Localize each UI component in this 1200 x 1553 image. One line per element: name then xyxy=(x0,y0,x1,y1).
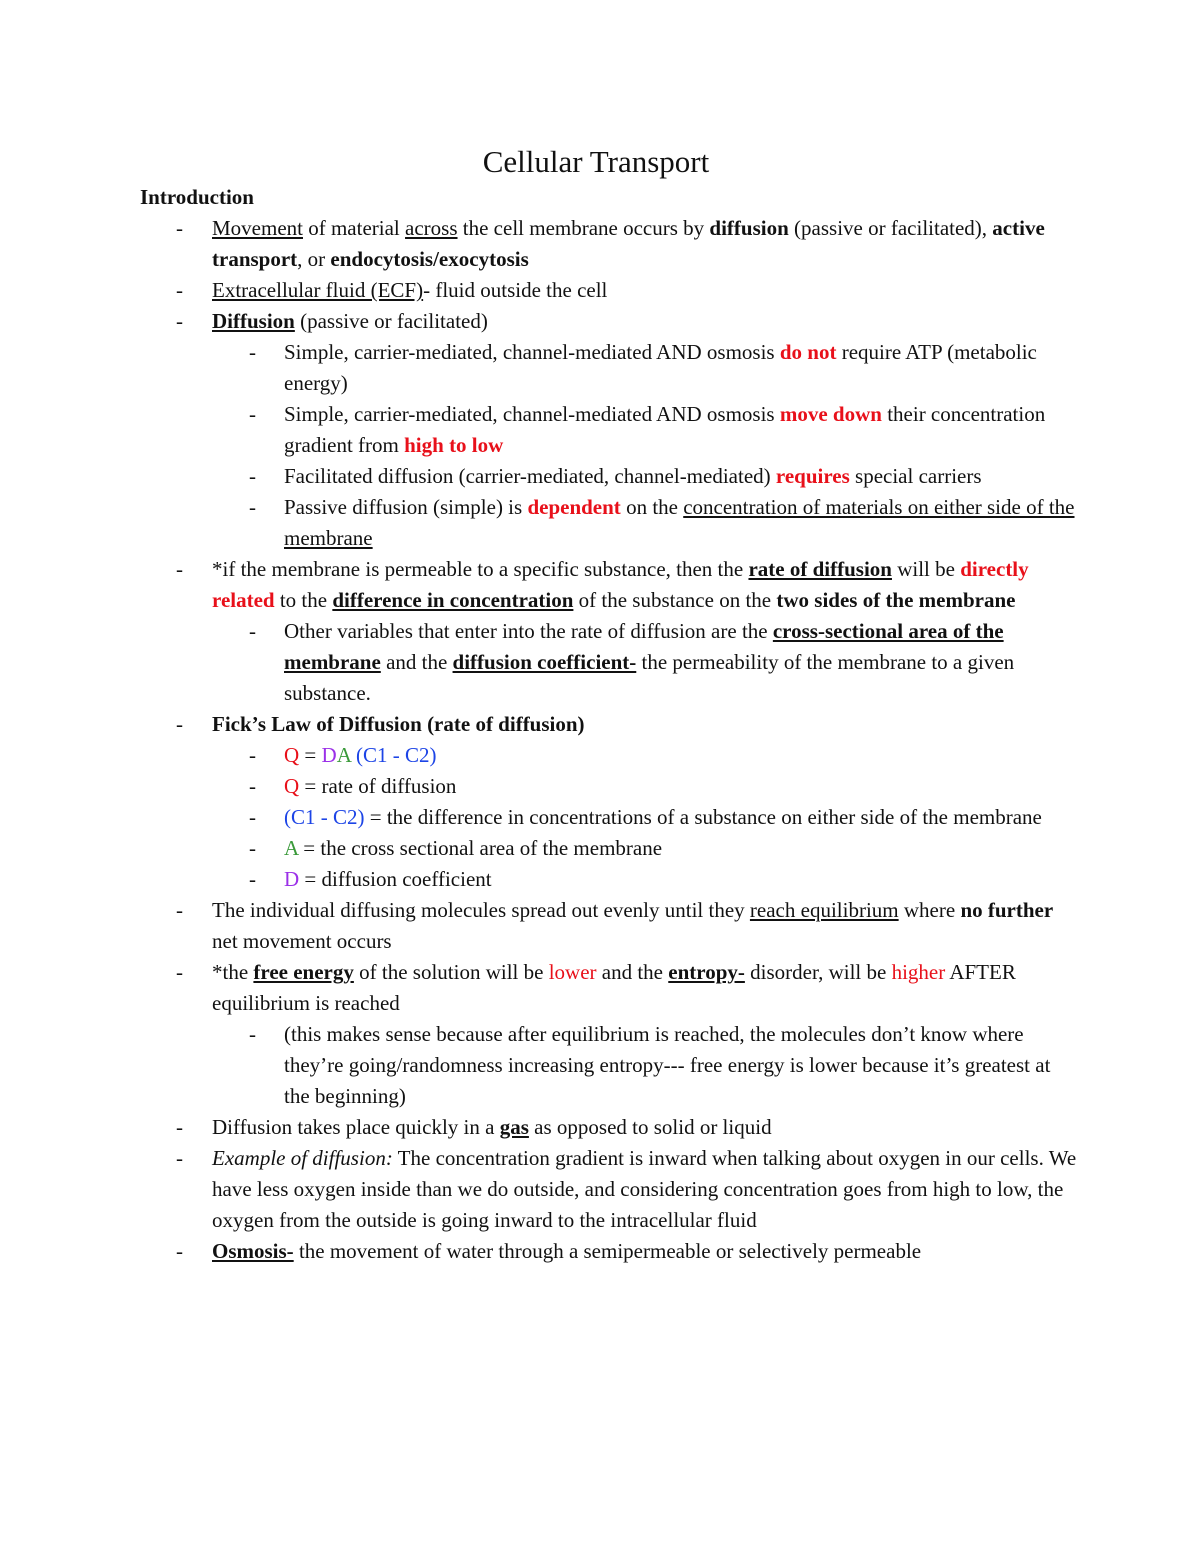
text: as opposed to solid or liquid xyxy=(528,1115,772,1139)
list-item xyxy=(140,1143,1080,1236)
list-item xyxy=(141,771,1080,802)
text: Other variables that enter into the rate of diffusion are the xyxy=(284,619,773,643)
formula-equals: = xyxy=(299,743,322,767)
text: disorder, will be xyxy=(744,960,892,984)
text-ecf: Extracellular fluid (ECF) xyxy=(212,278,424,302)
text-osmosis: Osmosis- xyxy=(212,1239,294,1263)
text: their concentration gradient from xyxy=(284,402,1046,457)
formula-q: Q xyxy=(284,774,300,798)
formula-c: (C1 - C2) xyxy=(284,805,365,829)
text: require ATP (metabolic energy) xyxy=(284,340,1037,395)
text: AFTER equilibrium is reached xyxy=(212,960,1016,1015)
text: special carriers xyxy=(849,464,982,488)
text: and the xyxy=(596,960,669,984)
text: = the difference in concentrations of a substance on either side of the membrane xyxy=(364,805,1042,829)
list-item xyxy=(140,895,1080,957)
text: of the substance on the xyxy=(573,588,777,612)
list-item xyxy=(140,213,1080,275)
formula-c: (C1 - C2) xyxy=(350,743,437,767)
formula-a: A xyxy=(336,743,351,767)
text: the cell membrane occurs by xyxy=(457,216,710,240)
text-movement: Movement xyxy=(212,216,303,240)
text: Simple, carrier-mediated, channel-mediated AND osmosis xyxy=(284,402,780,426)
formula-d: D xyxy=(321,743,337,767)
text: - fluid outside the cell xyxy=(423,278,608,302)
text-difference-in-concentration: difference in concentration xyxy=(332,588,574,612)
sub-list xyxy=(141,1019,1080,1112)
sub-list xyxy=(141,337,1080,554)
text: the permeability of the membrane to a given substance. xyxy=(284,650,1015,705)
text-requires: requires xyxy=(775,464,850,488)
list-item xyxy=(141,616,1080,709)
formula-q: Q xyxy=(284,743,300,767)
text-gas: gas xyxy=(499,1115,529,1139)
text: The individual diffusing molecules spread out evenly until they xyxy=(212,898,750,922)
bullet-list xyxy=(140,213,1080,1267)
text-concentration: concentration of materials on either side of the membrane xyxy=(284,495,1075,550)
list-item xyxy=(140,306,1080,554)
text-directly-related: directly related xyxy=(212,557,1029,612)
list-item xyxy=(141,802,1080,833)
text: = diffusion coefficient xyxy=(299,867,492,891)
text-free-energy: free energy xyxy=(253,960,354,984)
text-diffusion: diffusion xyxy=(709,216,789,240)
text: (passive or facilitated), xyxy=(788,216,993,240)
text: *the xyxy=(212,960,254,984)
list-item xyxy=(140,275,1080,306)
text-rate-of-diffusion: rate of diffusion xyxy=(748,557,892,581)
text-higher: higher xyxy=(891,960,946,984)
list-item xyxy=(140,1112,1080,1143)
text: will be xyxy=(891,557,961,581)
text: Diffusion takes place quickly in a xyxy=(212,1115,500,1139)
text-move-down: move down xyxy=(779,402,882,426)
document-body xyxy=(140,182,1080,1267)
text-active-transport: active transport xyxy=(212,216,1045,271)
text: and the xyxy=(380,650,453,674)
text: Passive diffusion (simple) is xyxy=(284,495,528,519)
list-item xyxy=(141,492,1080,554)
list-item xyxy=(141,399,1080,461)
text-do-not: do not xyxy=(779,340,837,364)
list-item xyxy=(140,957,1080,1112)
text-diffusion-coefficient: diffusion coefficient- xyxy=(452,650,637,674)
formula-a: A xyxy=(284,836,299,860)
list-item xyxy=(141,740,1080,771)
text: *if the membrane is permeable to a specific substance, then the xyxy=(212,557,749,581)
text: the movement of water through a semipermeable or selectively permeable xyxy=(293,1239,922,1263)
text-two-sides: two sides of the membrane xyxy=(776,588,1016,612)
text-diffusion-heading: Diffusion xyxy=(212,309,295,333)
list-item xyxy=(140,709,1080,895)
text-endocytosis: endocytosis/exocytosis xyxy=(330,247,529,271)
text: , or xyxy=(297,247,331,271)
text-dependent: dependent xyxy=(527,495,621,519)
text: where xyxy=(898,898,961,922)
text: on the xyxy=(620,495,684,519)
text: of the solution will be xyxy=(353,960,549,984)
text-no-further: no further xyxy=(960,898,1054,922)
text-entropy: entropy- xyxy=(668,960,745,984)
text: to the xyxy=(274,588,333,612)
text-cross-sectional-area: cross-sectional area of the membrane xyxy=(284,619,1004,674)
text: (passive or facilitated) xyxy=(294,309,488,333)
text: = rate of diffusion xyxy=(299,774,457,798)
sub-list xyxy=(141,616,1080,709)
list-item xyxy=(141,461,1080,492)
list-item xyxy=(140,1236,1080,1267)
text: Simple, carrier-mediated, channel-mediated AND osmosis xyxy=(284,340,780,364)
page-title: Cellular Transport xyxy=(482,144,710,179)
text: net movement occurs xyxy=(212,929,392,953)
sub-list xyxy=(141,740,1080,895)
formula-d: D xyxy=(284,867,300,891)
list-item: - (this makes sense because after equilibrium is reached, the molecules don’t know where they’re going/randomness increasing entropy--- free energy is lower because it’s greatest at the beginning) xyxy=(141,1019,1080,1112)
text: of material xyxy=(302,216,406,240)
text-lower: lower xyxy=(548,960,597,984)
text-example-label: Example of diffusion: xyxy=(212,1146,393,1170)
list-item xyxy=(141,864,1080,895)
list-item xyxy=(141,833,1080,864)
text: The concentration gradient is inward when talking about oxygen in our cells. We have less oxygen inside than we do outside, and considering concentration goes from high to low, the oxygen from the outside is going inward to the intracellular fluid xyxy=(212,1146,1077,1232)
text-ficks-law: Fick’s Law of Diffusion (rate of diffusion) xyxy=(212,712,585,736)
text-across: across xyxy=(405,216,458,240)
text-reach-equilibrium: reach equilibrium xyxy=(749,898,899,922)
section-heading: Introduction xyxy=(140,185,254,209)
text: = the cross sectional area of the membrane xyxy=(298,836,663,860)
text-high-to-low: high to low xyxy=(404,433,504,457)
list-item xyxy=(141,337,1080,399)
text: Facilitated diffusion (carrier-mediated, channel-mediated) xyxy=(284,464,776,488)
list-item xyxy=(140,554,1080,709)
